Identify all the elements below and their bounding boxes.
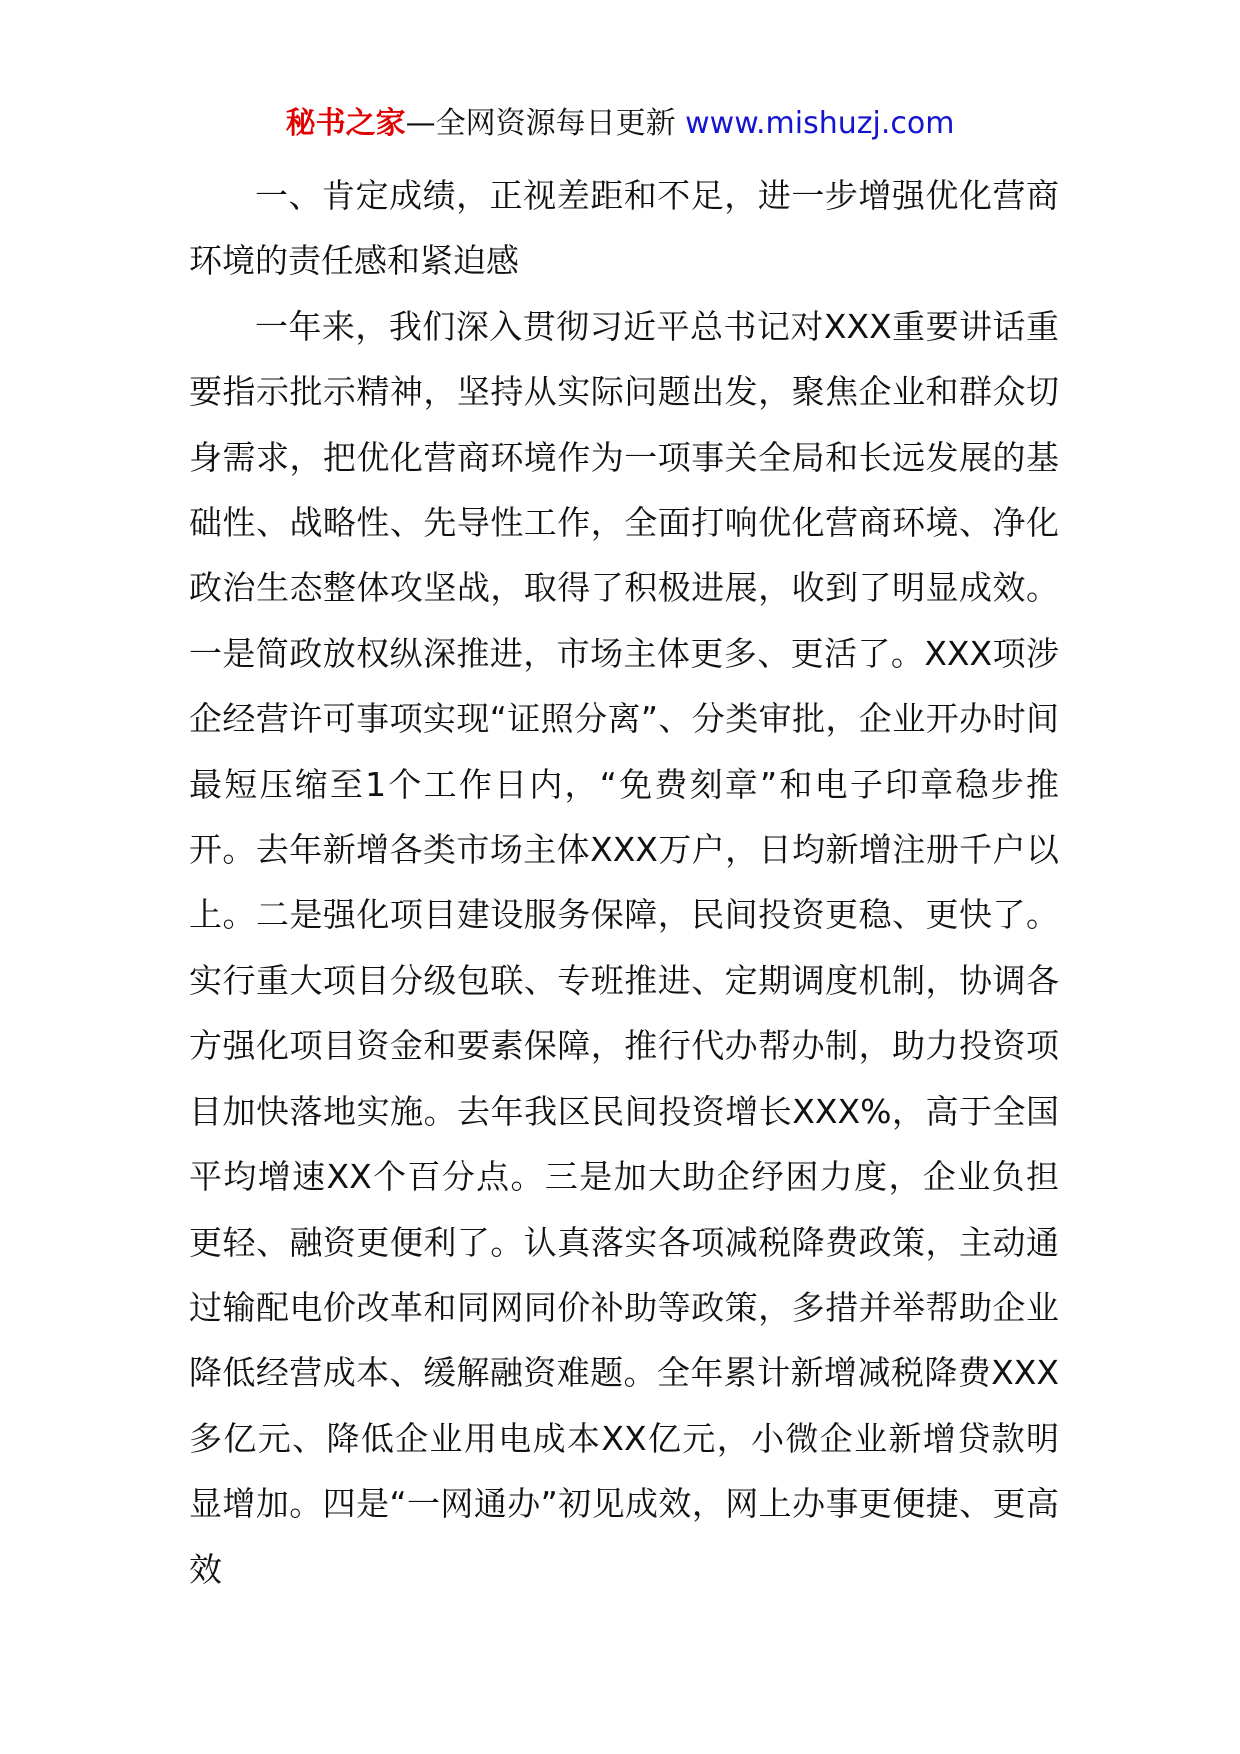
document-body <box>189 163 1059 1602</box>
header-tagline: —全网资源每日更新 <box>405 106 676 141</box>
section-heading: 一、肯定成绩，正视差距和不足，进一步增强优化营商环境的责任感和紧迫感 <box>189 176 1059 281</box>
brand-name: 秘书之家 <box>285 106 406 141</box>
website-link[interactable]: www.mishuzj.com <box>685 106 955 141</box>
body-paragraph: 一年来，我们深入贯彻习近平总书记对XXX重要讲话重要指示批示精神，坚持从实际问题出发，聚焦企业和群众切身需求，把优化营商环境作为一项事关全局和长远发展的基础性、战略性、先导性工作，全面打响优化营商环境、净化政治生态整体攻坚战，取得了积极进展，收到了明显成效。一是简政放权纵深推进，市场主体更多、更活了。XXX项涉企经营许可事项实现“证照分离”、分类审批，企业开办时间最短压缩至1个工作日内，“免费刻章”和电子印章稳步推开。去年新增各类市场主体XXX万户，日均新增注册千户以上。二是强化项目建设服务保障，民间投资更稳、更快了。实行重大项目分级包联、专班推进、定期调度机制，协调各方强化项目资金和要素保障，推行代办帮办制，助力投资项目加快落地实施。去年我区民间投资增长XXX%，高于全国平均增速XX个百分点。三是加大助企纾困力度，企业负担更轻、融资更便利了。认真落实各项减税降费政策，主动通过输配电价改革和同网同价补助等政策，多措并举帮助企业降低经营成本、缓解融资难题。全年累计新增减税降费XXX多亿元、降低企业用电成本XX亿元，小微企业新增贷款明显增加。四是“一网通办”初见成效，网上办事更便捷、更高效 <box>189 306 1059 1589</box>
page-header <box>0 100 1240 148</box>
